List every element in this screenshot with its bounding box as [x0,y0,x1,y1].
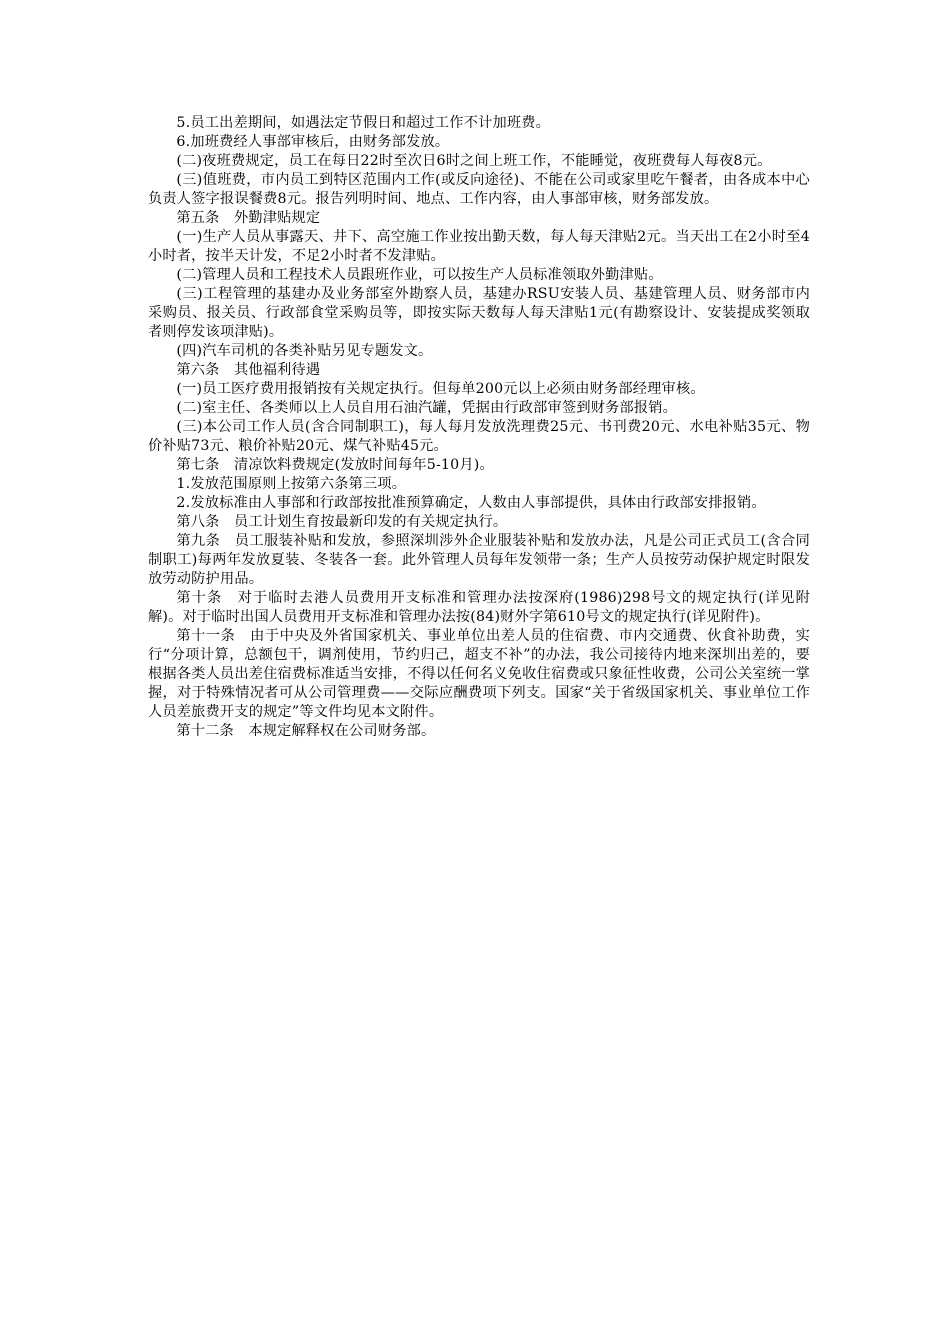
article-5-heading: 第五条 外勤津贴规定 [176,210,321,226]
paragraph-driver-allowance: (四)汽车司机的各类补贴另见专题发文。 [176,343,433,359]
paragraph-monthly-subsidies: (三)本公司工作人员(含合同制职工)，每人每月发放洗理费25元、书刊费20元、水电补贴35元、物价补贴73元、粮价补贴20元、煤气补贴45元。 [148,419,810,454]
paragraph-travel-holiday: 5.员工出差期间，如遇法定节假日和超过工作不计加班费。 [176,115,551,131]
paragraph-gas-tank: (二)室主任、各类师以上人员自用石油汽罐，凭据由行政部审签到财务部报销。 [176,400,678,416]
article-10-paragraph: 第十条 对于临时去港人员费用开支标准和管理办法按深府(1986)298号文的规定执行(详见附解)。对于临时出国人员费用开支标准和管理办法按(84)财外字第610号文的规定执行(详见附件)。 [148,590,810,625]
article-6-heading: 第六条 其他福利待遇 [176,362,321,378]
article-12-paragraph: 第十二条 本规定解释权在公司财务部。 [176,723,436,739]
paragraph-duty-fee: (三)值班费，市内员工到特区范围内工作(或反向途径)、不能在公司或家里吃午餐者，由各成本中心负责人签字报误餐费8元。报告列明时间、地点、工作内容，由人事部审核，财务部发放。 [148,172,810,207]
document-body [148,114,810,741]
article-7-heading: 第七条 清凉饮料费规定(发放时间每年5-10月)。 [176,457,494,473]
paragraph-medical-reimbursement: (一)员工医疗费用报销按有关规定执行。但每单200元以上必须由财务部经理审核。 [176,381,705,397]
paragraph-night-shift-fee: (二)夜班费规定，员工在每日22时至次日6时之间上班工作，不能睡觉，夜班费每人每夜8元。 [176,153,772,169]
article-8-paragraph: 第八条 员工计划生育按最新印发的有关规定执行。 [176,514,508,530]
paragraph-beverage-scope: 1.发放范围原则上按第六条第三项。 [176,476,407,492]
paragraph-field-allowance-survey: (三)工程管理的基建办及业务部室外勘察人员，基建办RSU安装人员、基建管理人员、财务部市内采购员、报关员、行政部食堂采购员等，即按实际天数每人每天津贴1元(有勘察设计、安装提成奖领取者则停发该项津贴)。 [148,286,810,340]
paragraph-beverage-standard: 2.发放标准由人事部和行政部按批准预算确定，人数由人事部提供，具体由行政部安排报销。 [176,495,766,511]
paragraph-field-allowance-production: (一)生产人员从事露天、井下、高空施工作业按出勤天数，每人每天津贴2元。当天出工在2小时至4小时者，按半天计发，不足2小时者不发津贴。 [148,229,810,264]
article-9-paragraph: 第九条 员工服装补贴和发放，参照深圳涉外企业服装补贴和发放办法，凡是公司正式员工(含合同制职工)每两年发放夏装、冬装各一套。此外管理人员每年发领带一条；生产人员按劳动保护规定时限发放劳动防护用品。 [148,533,810,587]
paragraph-field-allowance-management: (二)管理人员和工程技术人员跟班作业，可以按生产人员标准领取外勤津贴。 [176,267,663,283]
article-11-paragraph: 第十一条 由于中央及外省国家机关、事业单位出差人员的住宿费、市内交通费、伙食补助费，实行“分项计算，总额包干，调剂使用，节约归己，超支不补”的办法，我公司接待内地来深圳出差的，要根据各类人员出差住宿费标准适当安排，不得以任何名义免收住宿费或只象征性收费，公司公关室统一掌握，对于特殊情况者可从公司管理费——交际应酬费项下列支。国家“关于省级国家机关、事业单位工作人员差旅费开支的规定”等文件均见本文附件。 [148,628,810,720]
paragraph-overtime-approval: 6.加班费经人事部审核后，由财务部发放。 [176,134,450,150]
